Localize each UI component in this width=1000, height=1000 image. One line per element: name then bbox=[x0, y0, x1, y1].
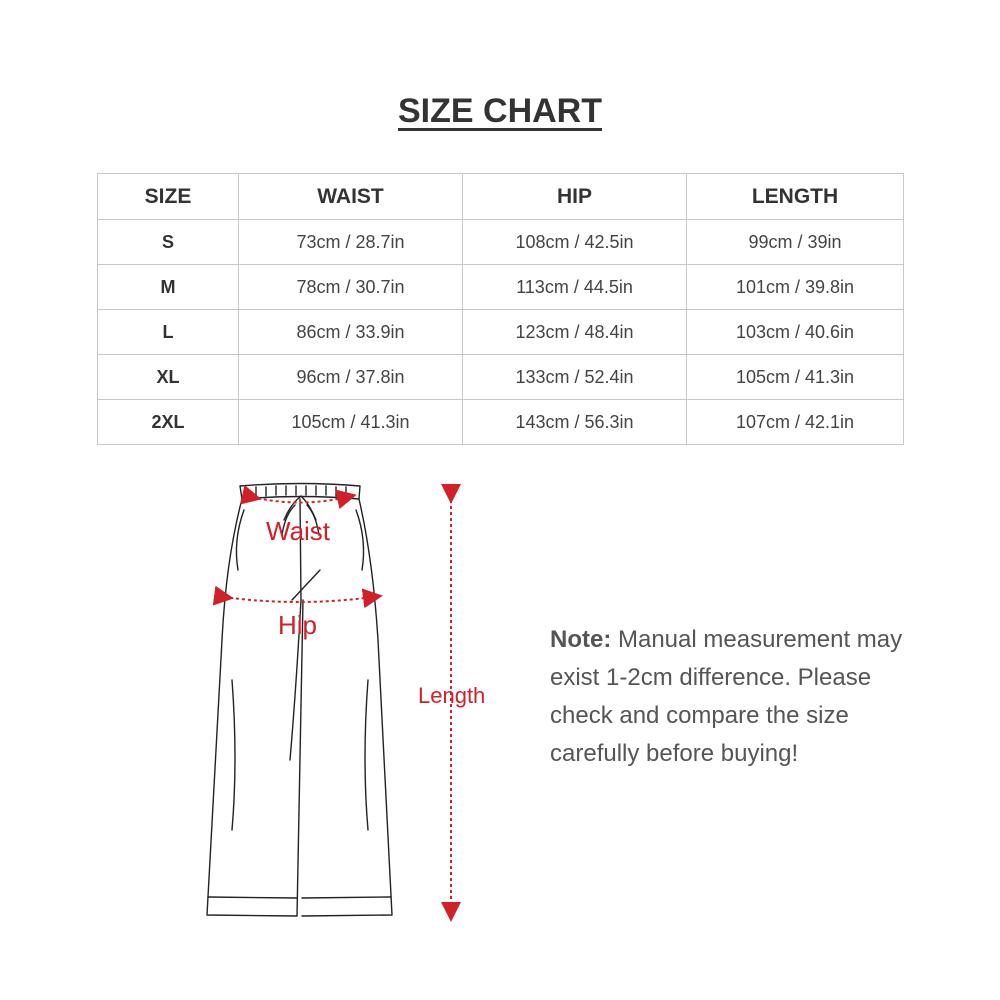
hip-label: Hip bbox=[278, 610, 318, 640]
size-cell: S bbox=[98, 220, 239, 265]
header-waist: WAIST bbox=[239, 174, 463, 220]
waist-label: Waist bbox=[266, 516, 331, 546]
length-cell: 103cm / 40.6in bbox=[687, 310, 904, 355]
length-label: Length bbox=[418, 683, 486, 708]
waist-cell: 73cm / 28.7in bbox=[239, 220, 463, 265]
title-text: SIZE CHART bbox=[398, 92, 602, 130]
header-length: LENGTH bbox=[687, 174, 904, 220]
waist-cell: 86cm / 33.9in bbox=[239, 310, 463, 355]
hip-cell: 133cm / 52.4in bbox=[463, 355, 687, 400]
waist-cell: 105cm / 41.3in bbox=[239, 400, 463, 445]
size-cell: XL bbox=[98, 355, 239, 400]
length-cell: 99cm / 39in bbox=[687, 220, 904, 265]
size-cell: 2XL bbox=[98, 400, 239, 445]
waist-cell: 96cm / 37.8in bbox=[239, 355, 463, 400]
note-body: Manual measurement may exist 1-2cm difference. Please check and compare the size carefully before buying! bbox=[550, 626, 903, 767]
note-prefix: Note: bbox=[550, 626, 612, 653]
hip-cell: 123cm / 48.4in bbox=[463, 310, 687, 355]
header-hip: HIP bbox=[463, 174, 687, 220]
waist-cell: 78cm / 30.7in bbox=[239, 265, 463, 310]
hip-measure-line bbox=[224, 597, 373, 602]
pants-outline bbox=[207, 484, 392, 917]
header-size: SIZE bbox=[98, 174, 239, 220]
size-cell: M bbox=[98, 265, 239, 310]
hip-cell: 143cm / 56.3in bbox=[463, 400, 687, 445]
hip-cell: 108cm / 42.5in bbox=[463, 220, 687, 265]
size-cell: L bbox=[98, 310, 239, 355]
length-cell: 107cm / 42.1in bbox=[687, 400, 904, 445]
length-cell: 101cm / 39.8in bbox=[687, 265, 904, 310]
note-text bbox=[550, 621, 920, 773]
length-cell: 105cm / 41.3in bbox=[687, 355, 904, 400]
hip-cell: 113cm / 44.5in bbox=[463, 265, 687, 310]
